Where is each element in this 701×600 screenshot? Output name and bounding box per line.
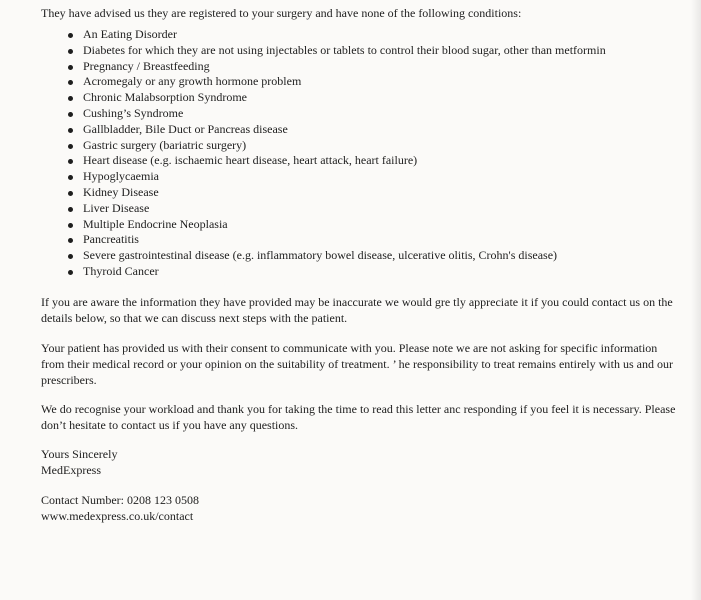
list-item: Pancreatitis [68,232,681,248]
bullet-icon [68,65,73,70]
bullet-icon [68,33,73,38]
consent-paragraph: Your patient has provided us with their consent to communicate with you. Please note we are not asking for specific information from their medical record or your opinion on the suitability of treatment. ’ he responsibility to treat remains entirely with us and our prescribers. [41,340,673,387]
conditions-list [41,27,681,280]
contact-number: Contact Number: 0208 123 0508 [41,492,199,507]
bullet-icon [68,270,73,275]
bullet-icon [68,80,73,85]
inaccurate-info-paragraph: If you are aware the information they have provided may be inaccurate we would gre tly appreciate it if you could contact us on the details below, so that we can discuss next steps with the patient. [41,294,673,325]
bullet-icon [68,159,73,164]
list-item: Diabetes for which they are not using injectables or tablets to control their blood sugar, other than metformin [68,43,681,59]
list-item: Cushing’s Syndrome [68,106,681,122]
list-item: Gallbladder, Bile Duct or Pancreas disease [68,122,681,138]
closing-salutation: Yours Sincerely [41,446,118,461]
sender-name: MedExpress [41,462,101,477]
contact-url: www.medexpress.co.uk/contact [41,508,194,523]
bullet-icon [68,144,73,149]
bullet-icon [68,223,73,228]
bullet-icon [68,191,73,196]
list-item: An Eating Disorder [68,27,681,43]
list-item: Acromegaly or any growth hormone problem [68,74,681,90]
list-item: Liver Disease [68,201,681,217]
list-item: Pregnancy / Breastfeeding [68,59,681,75]
list-item: Chronic Malabsorption Syndrome [68,90,681,106]
bullet-icon [68,207,73,212]
page-edge-shadow [691,0,701,600]
list-item: Gastric surgery (bariatric surgery) [68,138,681,154]
list-item: Heart disease (e.g. ischaemic heart disease, heart attack, heart failure) [68,153,681,169]
bullet-icon [68,238,73,243]
workload-paragraph: We do recognise your workload and thank you for taking the time to read this letter anc responding if you feel it is necessary. Please don’t hesitate to contact us if you have any questions. [41,401,676,432]
list-item: Thyroid Cancer [68,264,681,280]
list-item: Kidney Disease [68,185,681,201]
list-item: Multiple Endocrine Neoplasia [68,217,681,233]
letter-body [41,5,681,524]
bullet-icon [68,175,73,180]
list-item: Hypoglycaemia [68,169,681,185]
bullet-icon [68,112,73,117]
intro-text: They have advised us they are registered to your surgery and have none of the following conditions: [41,6,522,20]
bullet-icon [68,128,73,133]
list-item: Severe gastrointestinal disease (e.g. inflammatory bowel disease, ulcerative olitis, Crohn's disease) [68,248,681,264]
bullet-icon [68,49,73,54]
bullet-icon [68,96,73,101]
bullet-icon [68,254,73,259]
